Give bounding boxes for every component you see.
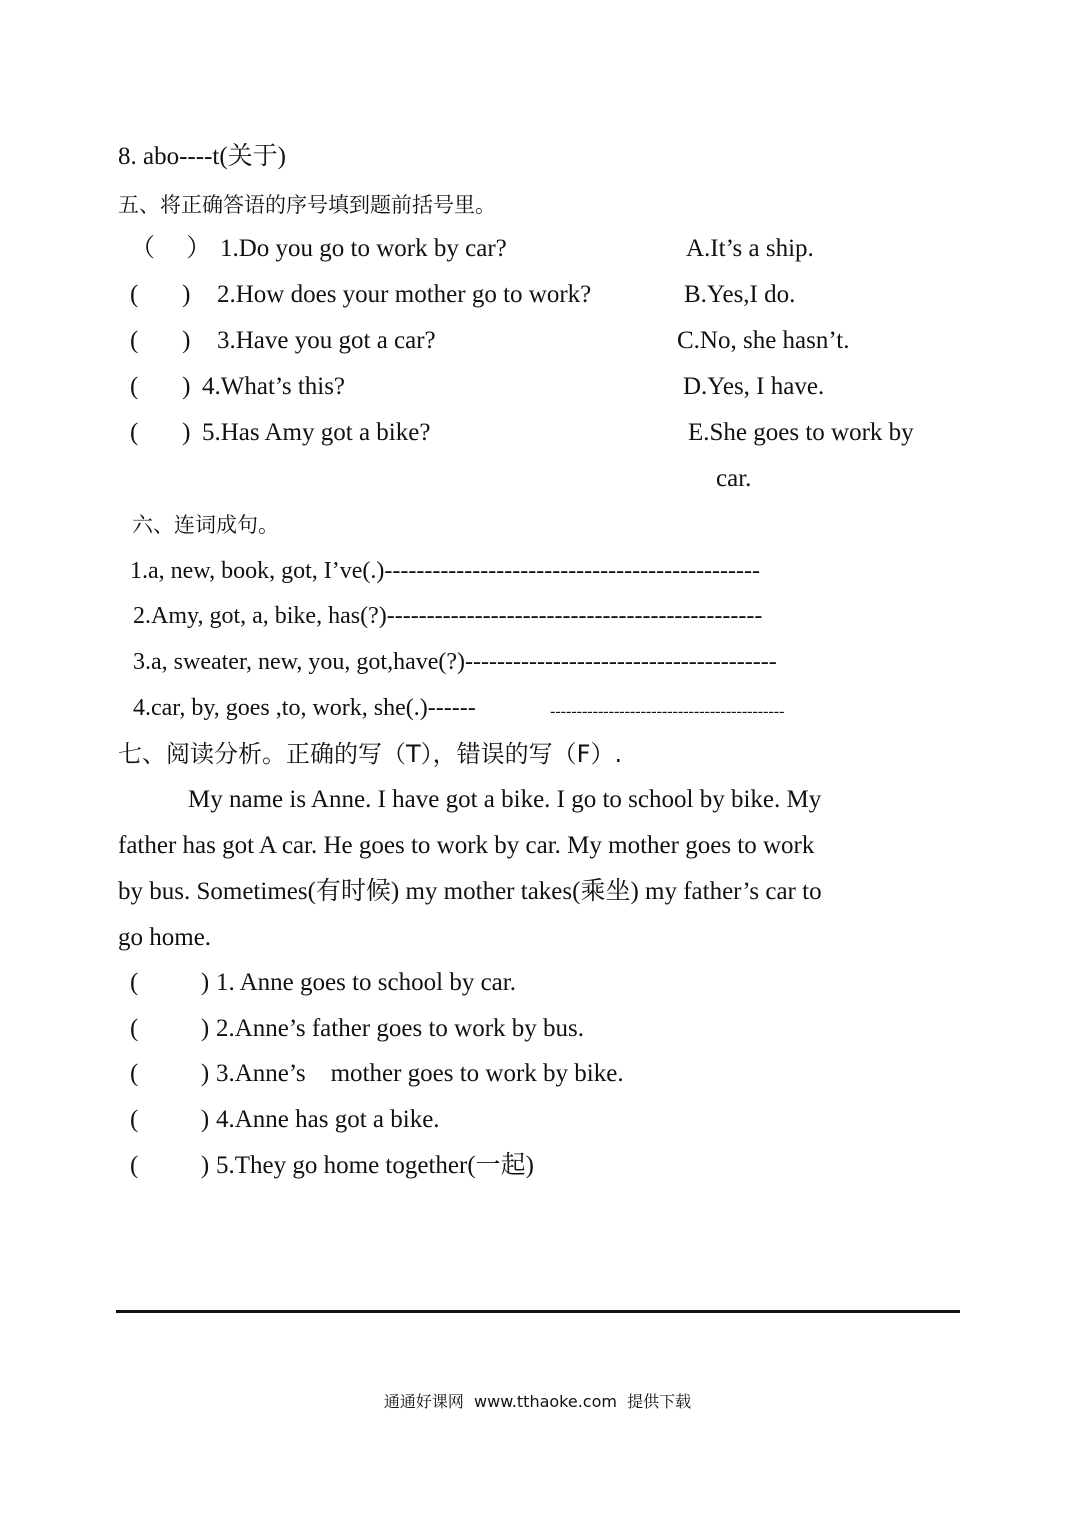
sentence-2: 2.Amy, got, a, bike, has(?)-----------------------------------------------: [133, 603, 763, 629]
sentence-1: 1.a, new, book, got, I’ve(.)-----------------------------------------------: [130, 558, 760, 584]
question-3-bracket: ( ): [130, 327, 191, 354]
statement-3: 3.Anne’s mother goes to work by bike.: [216, 1060, 624, 1087]
question-4-bracket: ( ): [130, 373, 191, 400]
statement-3-bracket: ( ): [130, 1060, 210, 1087]
answer-b: B.Yes,I do.: [684, 281, 796, 308]
statement-4-bracket: ( ): [130, 1106, 210, 1133]
footer-text: 通通好课网 www.tthaoke.com 提供下载: [383, 1392, 692, 1411]
reading-passage: [118, 777, 958, 961]
question-5: 5.Has Amy got a bike?: [202, 419, 431, 446]
question-5-bracket: ( ): [130, 419, 191, 446]
statement-2-bracket: ( ): [130, 1015, 210, 1042]
answer-e: E.She goes to work by: [688, 419, 914, 446]
statement-1-bracket: ( ): [130, 969, 210, 996]
passage-line-3: by bus. Sometimes(有时候) my mother takes(乘坐) my father’s car to: [118, 878, 822, 905]
section-5-heading: 五、将正确答语的序号填到题前括号里。: [118, 193, 496, 217]
sentence-3: 3.a, sweater, new, you, got,have(?)---------------------------------------: [133, 649, 777, 675]
passage-line-1: My name is Anne. I have got a bike. I go to school by bike. My: [188, 786, 822, 813]
question-3: 3.Have you got a car?: [217, 327, 436, 354]
section-6-heading: 六、连词成句。: [132, 513, 279, 537]
question-4: 4.What’s this?: [202, 373, 346, 400]
answer-c: C.No, she hasn’t.: [677, 327, 850, 354]
statement-1: 1. Anne goes to school by car.: [216, 969, 516, 996]
footer-divider: [116, 1310, 960, 1313]
statement-5: 5.They go home together(一起): [216, 1152, 534, 1179]
sentence-4-answer-line: --------------------------------------------: [550, 703, 785, 720]
sentence-4: 4.car, by, goes ,to, work, she(.)------: [133, 695, 476, 721]
item-8: 8. abo----t(关于): [118, 143, 286, 170]
section-7-heading: 七、阅读分析。正确的写（T），错误的写（F）.: [118, 740, 623, 768]
question-1-bracket: （ ）: [130, 235, 212, 262]
answer-a: A.It’s a ship.: [686, 235, 814, 262]
answer-e-continued: car.: [716, 465, 752, 492]
passage-line-4: go home.: [118, 924, 212, 951]
question-1: 1.Do you go to work by car?: [220, 235, 507, 262]
statement-4: 4.Anne has got a bike.: [216, 1106, 440, 1133]
statement-2: 2.Anne’s father goes to work by bus.: [216, 1015, 584, 1042]
question-2: 2.How does your mother go to work?: [217, 281, 592, 308]
statement-5-bracket: ( ): [130, 1152, 210, 1179]
answer-d: D.Yes, I have.: [683, 373, 825, 400]
passage-line-2: father has got A car. He goes to work by car. My mother goes to work: [118, 832, 815, 859]
question-2-bracket: ( ): [130, 281, 191, 308]
